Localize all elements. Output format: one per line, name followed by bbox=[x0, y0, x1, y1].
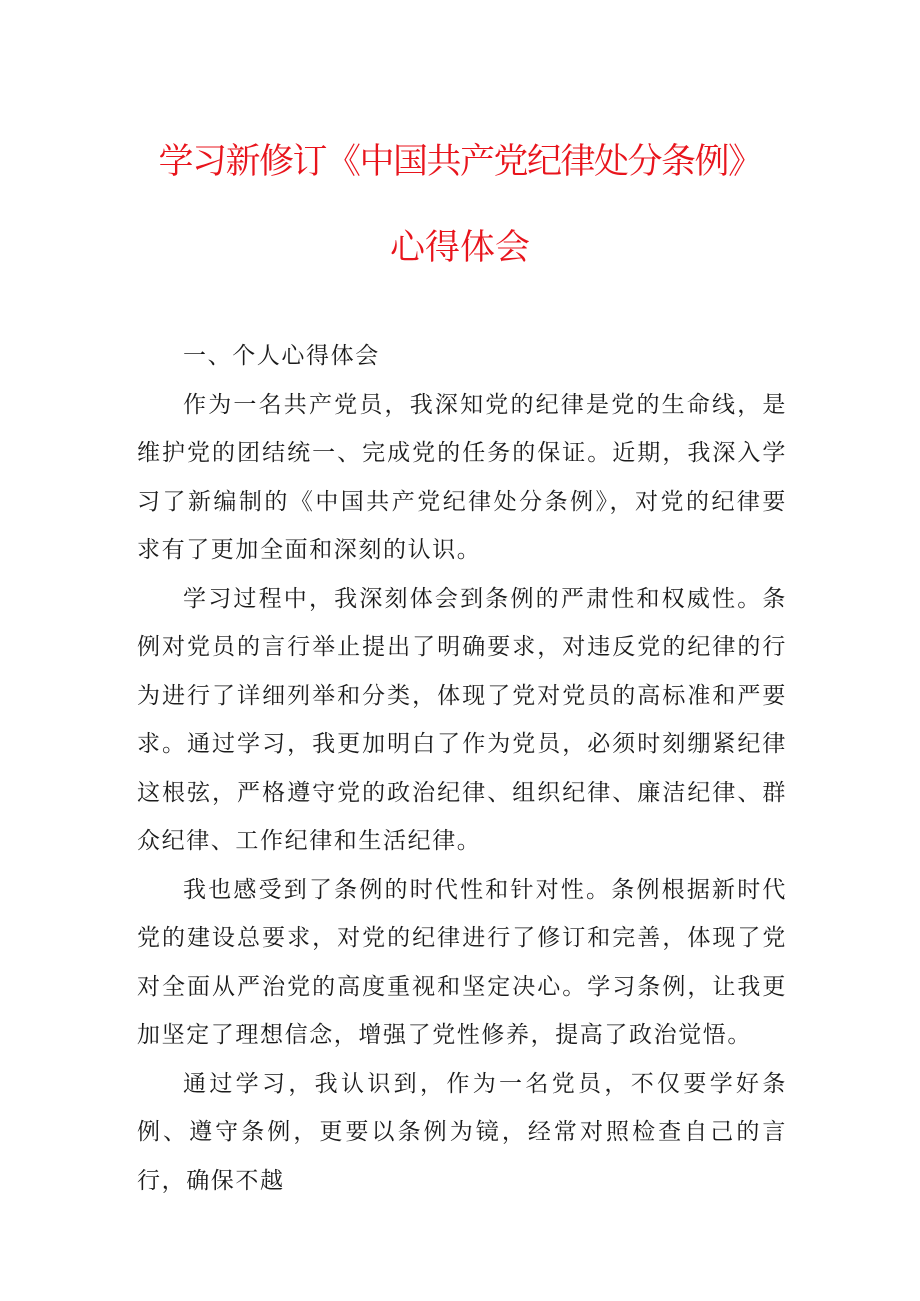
document-title-line-2: 心得体会 bbox=[389, 228, 530, 268]
paragraph-3: 我也感受到了条例的时代性和针对性。条例根据新时代党的建设总要求，对党的纪律进行了修订和完善，体现了党对全面从严治党的高度重视和坚定决心。学习条例，让我更加坚定了理想信念，增强了党性修养，提高了政治觉悟。 bbox=[137, 876, 787, 1048]
paragraph-2: 学习过程中，我深刻体会到条例的严肃性和权威性。条例对党员的言行举止提出了明确要求，对违反党的纪律的行为进行了详细列举和分类，体现了党对党员的高标准和严要求。通过学习，我更加明白了作为党员，必须时刻绷紧纪律这根弦，严格遵守党的政治纪律、组织纪律、廉洁纪律、群众纪律、工作纪律和生活纪律。 bbox=[137, 585, 787, 854]
paragraph-4: 通过学习，我认识到，作为一名党员，不仅要学好条例、遵守条例，更要以条例为镜，经常对照检查自己的言行，确保不越 bbox=[137, 1070, 787, 1194]
section-heading: 一、个人心得体会 bbox=[183, 343, 380, 369]
document-body bbox=[137, 332, 787, 1205]
document-title-line-1: 学习新修订《中国共产党纪律处分条例》 bbox=[158, 142, 762, 182]
paragraph-1: 作为一名共产党员，我深知党的纪律是党的生命线，是维护党的团结统一、完成党的任务的保证。近期，我深入学习了新编制的《中国共产党纪律处分条例》，对党的纪律要求有了更加全面和深刻的认识。 bbox=[137, 391, 787, 563]
